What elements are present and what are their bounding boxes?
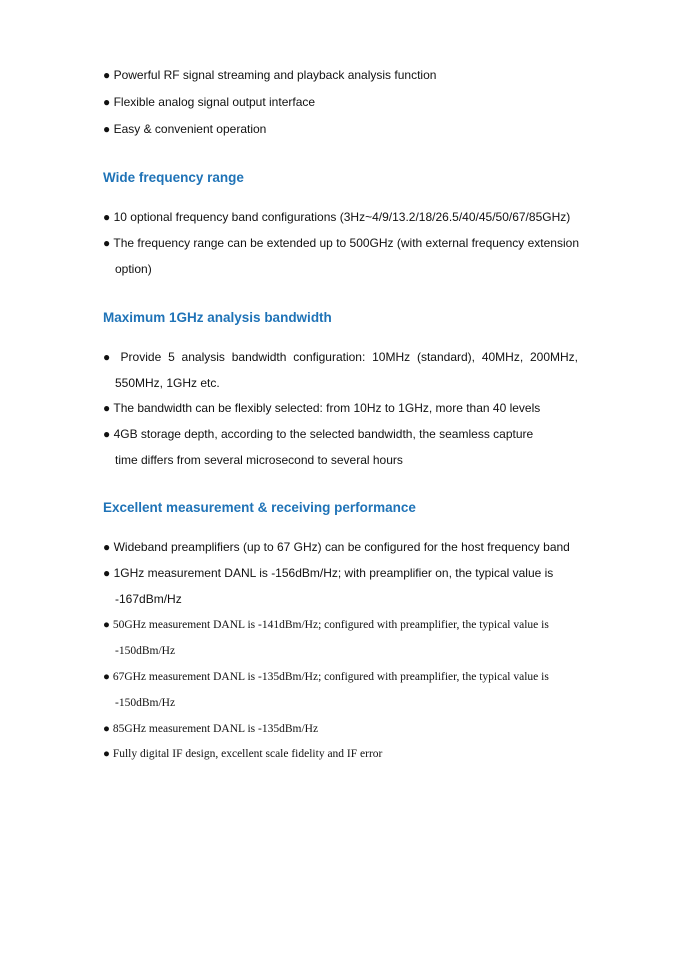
section-heading-frequency-range: Wide frequency range	[103, 170, 244, 185]
performance-bullet-67ghz-danl: ● 67GHz measurement DANL is -135dBm/Hz; configured with preamplifier, the typical value is	[103, 671, 549, 683]
frequency-bullet-band-configs: ● 10 optional frequency band configurations (3Hz~4/9/13.2/18/26.5/40/45/50/67/85GHz)	[103, 210, 571, 224]
performance-bullet-50ghz-danl-cont: -150dBm/Hz	[115, 645, 176, 657]
performance-bullet-1ghz-danl-cont: -167dBm/Hz	[115, 592, 182, 606]
bandwidth-bullet-storage-depth-cont: time differs from several microsecond to several hours	[115, 453, 403, 467]
bandwidth-bullet-storage-depth: ● 4GB storage depth, according to the selected bandwidth, the seamless capture	[103, 427, 534, 441]
section-heading-measurement-performance: Excellent measurement & receiving performance	[103, 500, 416, 515]
bandwidth-bullet-selectable: ● The bandwidth can be flexibly selected: from 10Hz to 1GHz, more than 40 levels	[103, 401, 541, 415]
performance-bullet-67ghz-danl-cont: -150dBm/Hz	[115, 697, 176, 709]
bandwidth-bullet-configurations: ● Provide 5 analysis bandwidth configuration: 10MHz (standard), 40MHz, 200MHz,	[103, 350, 578, 364]
performance-bullet-85ghz-danl: ● 85GHz measurement DANL is -135dBm/Hz	[103, 723, 319, 735]
performance-bullet-1ghz-danl: ● 1GHz measurement DANL is -156dBm/Hz; with preamplifier on, the typical value is	[103, 566, 554, 580]
frequency-bullet-extension-cont: option)	[115, 262, 152, 276]
bandwidth-bullet-configurations-cont: 550MHz, 1GHz etc.	[115, 376, 220, 390]
section-heading-analysis-bandwidth: Maximum 1GHz analysis bandwidth	[103, 310, 332, 325]
intro-bullet-streaming: ● Powerful RF signal streaming and playback analysis function	[103, 68, 437, 82]
intro-bullet-operation: ● Easy & convenient operation	[103, 122, 267, 136]
performance-bullet-preamplifiers: ● Wideband preamplifiers (up to 67 GHz) can be configured for the host frequency band	[103, 540, 570, 554]
frequency-bullet-extension: ● The frequency range can be extended up to 500GHz (with external frequency extension	[103, 236, 579, 250]
intro-bullet-analog-output: ● Flexible analog signal output interface	[103, 95, 316, 109]
performance-bullet-50ghz-danl: ● 50GHz measurement DANL is -141dBm/Hz; configured with preamplifier, the typical value is	[103, 619, 549, 631]
performance-bullet-digital-if: ● Fully digital IF design, excellent scale fidelity and IF error	[103, 748, 383, 760]
